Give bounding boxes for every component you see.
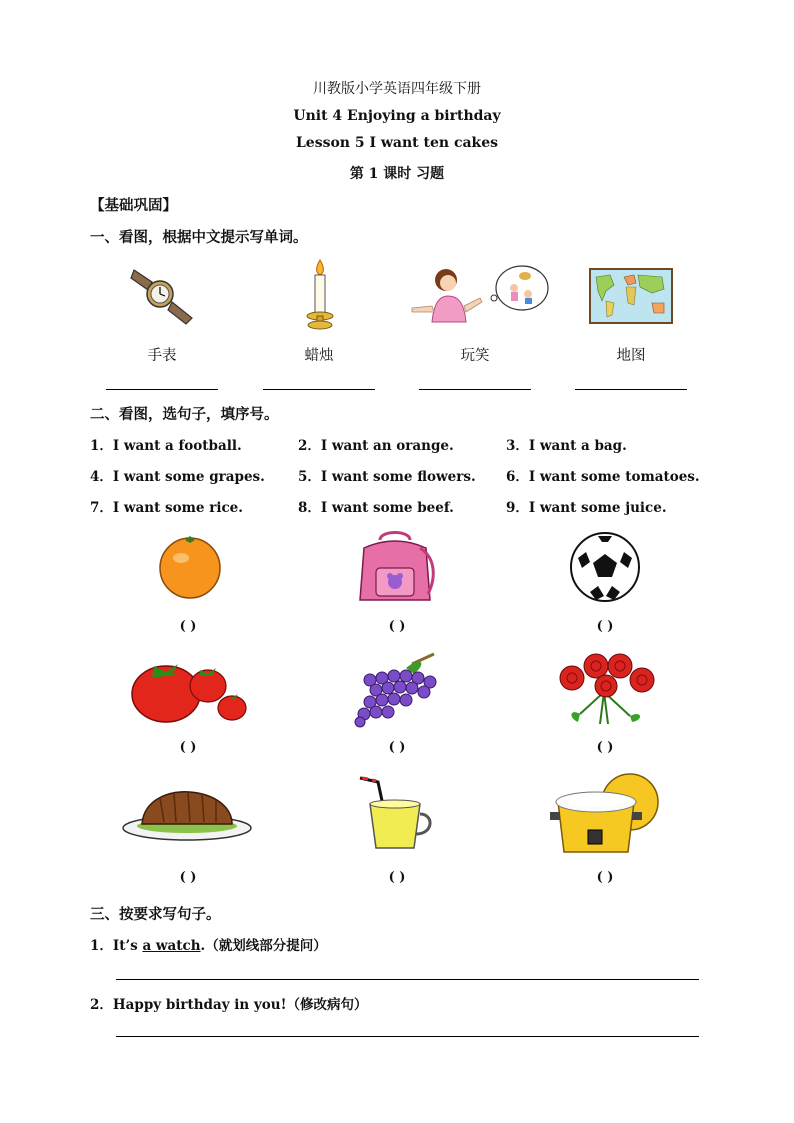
answer-line-2[interactable] [116,1036,699,1037]
answer-paren-schoolbag[interactable]: ( ) [388,619,406,634]
word-hint-watch: 手表 [147,348,177,364]
part3-heading: 三、按要求写句子。 [90,906,221,923]
candle-icon [300,258,340,330]
question-1 [90,934,327,954]
option-3: 3．I want a bag. [506,438,627,454]
option-1: 1．I want a football. [90,438,242,454]
option-4: 4．I want some grapes. [90,469,265,485]
watch-icon [128,264,198,326]
map-icon [588,265,674,327]
question-1-underlined: a watch [142,938,201,954]
answer-paren-beef[interactable]: ( ) [179,870,197,885]
answer-blank-candle[interactable] [263,389,375,390]
answer-paren-roses[interactable]: ( ) [596,740,614,755]
answer-paren-juice[interactable]: ( ) [388,870,406,885]
option-5: 5．I want some flowers. [298,469,476,485]
juice-icon [354,776,438,854]
period-title: 第 1 课时 习题 [349,166,445,182]
football-icon [568,530,642,604]
grapes-icon [350,650,442,730]
option-7: 7．I want some rice. [90,500,243,516]
section-basic-heading: 【基础巩固】 [90,197,177,214]
option-6: 6．I want some tomatoes. [506,469,700,485]
orange-icon [145,530,235,600]
part1-heading: 一、看图，根据中文提示写单词。 [90,229,308,246]
tomatoes-icon [128,654,252,724]
answer-paren-tomatoes[interactable]: ( ) [179,740,197,755]
book-title: 川教版小学英语四年级下册 [313,81,481,97]
answer-paren-grapes[interactable]: ( ) [388,740,406,755]
question-2: 2．Happy birthday in you!（修改病句） [90,997,368,1013]
unit-title: Unit 4 Enjoying a birthday [293,108,501,124]
answer-blank-map[interactable] [575,389,687,390]
word-hint-joke: 玩笑 [460,348,490,364]
answer-paren-rice-cooker[interactable]: ( ) [596,870,614,885]
beef-icon [120,784,254,844]
question-1-prefix: 1．It’s [90,938,143,954]
answer-paren-football[interactable]: ( ) [596,619,614,634]
rice-cooker-icon [548,772,664,858]
word-hint-candle: 蜡烛 [304,348,334,364]
option-9: 9．I want some juice. [506,500,667,516]
part2-heading: 二、看图，选句子，填序号。 [90,406,279,423]
answer-paren-orange[interactable]: ( ) [179,619,197,634]
option-2: 2．I want an orange. [298,438,454,454]
option-8: 8．I want some beef. [298,500,454,516]
question-1-suffix: .（就划线部分提问） [200,938,327,954]
answer-blank-watch[interactable] [106,389,218,390]
answer-blank-joke[interactable] [419,389,531,390]
schoolbag-icon [350,528,440,606]
answer-line-1[interactable] [116,979,699,980]
roses-icon [550,652,660,726]
word-hint-map: 地图 [616,348,646,364]
joke-icon [410,262,550,328]
lesson-title: Lesson 5 I want ten cakes [295,135,499,151]
